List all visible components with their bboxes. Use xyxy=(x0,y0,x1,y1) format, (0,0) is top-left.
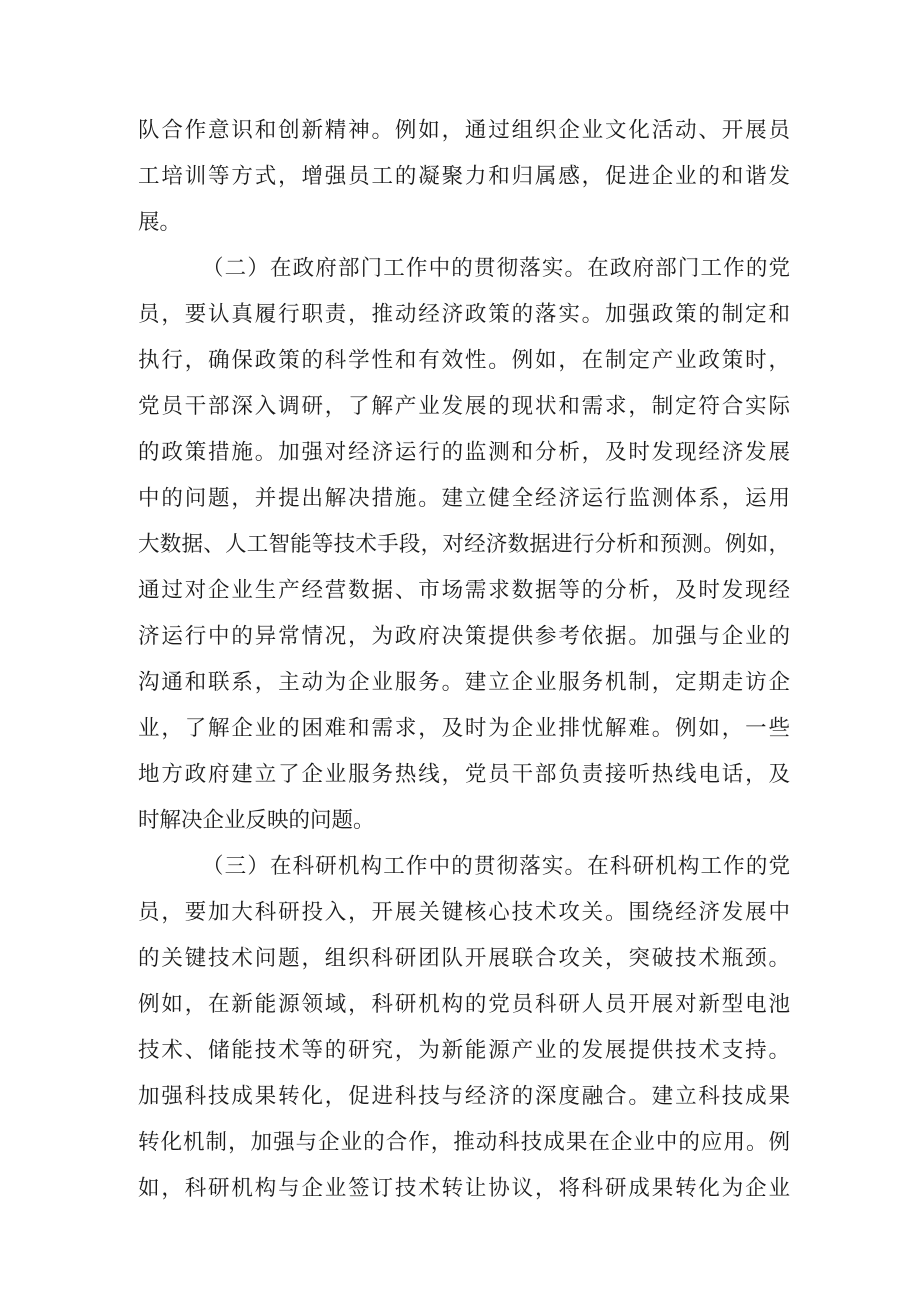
paragraph-1 xyxy=(138,108,790,246)
text-line: 的关键技术问题，组织科研团队开展联合攻关，突破技术瓶颈。 xyxy=(138,946,790,971)
text-line: 中的问题，并提出解决措施。建立健全经济运行监测体系，运用 xyxy=(138,486,790,511)
text-line: 地方政府建立了企业服务热线，党员干部负责接听热线电话，及 xyxy=(138,762,790,787)
text-line: 队合作意识和创新精神。例如，通过组织企业文化活动、开展员 xyxy=(138,118,790,143)
text-line: 加强科技成果转化，促进科技与经济的深度融合。建立科技成果 xyxy=(138,1084,790,1109)
text-line: 大数据、人工智能等技术手段，对经济数据进行分析和预测。例如， xyxy=(138,532,790,557)
document-page xyxy=(138,108,790,1212)
text-line: 技术、储能技术等的研究，为新能源产业的发展提供技术支持。 xyxy=(138,1038,790,1063)
text-line: （三）在科研机构工作中的贯彻落实。在科研机构工作的党 xyxy=(202,854,790,879)
text-line: 业，了解企业的困难和需求，及时为企业排忧解难。例如，一些 xyxy=(138,716,790,741)
text-line: 沟通和联系，主动为企业服务。建立企业服务机制，定期走访企 xyxy=(138,670,790,695)
text-line: 例如，在新能源领域，科研机构的党员科研人员开展对新型电池 xyxy=(138,992,790,1017)
text-line: 济运行中的异常情况，为政府决策提供参考依据。加强与企业的 xyxy=(138,624,790,649)
text-line: 执行，确保政策的科学性和有效性。例如，在制定产业政策时， xyxy=(138,348,790,373)
text-line: 党员干部深入调研，了解产业发展的现状和需求，制定符合实际 xyxy=(138,394,790,419)
text-line: 展。 xyxy=(138,210,182,235)
text-line: 转化机制，加强与企业的合作，推动科技成果在企业中的应用。例 xyxy=(138,1130,790,1155)
text-line: 工培训等方式，增强员工的凝聚力和归属感，促进企业的和谐发 xyxy=(138,164,790,189)
text-line: 通过对企业生产经营数据、市场需求数据等的分析，及时发现经 xyxy=(138,578,790,603)
text-line: （二）在政府部门工作中的贯彻落实。在政府部门工作的党 xyxy=(202,256,790,281)
text-line: 时解决企业反映的问题。 xyxy=(138,808,375,833)
text-line: 的政策措施。加强对经济运行的监测和分析，及时发现经济发展 xyxy=(138,440,790,465)
paragraph-3 xyxy=(138,844,790,1212)
paragraph-2 xyxy=(138,246,790,844)
text-line: 员，要认真履行职责，推动经济政策的落实。加强政策的制定和 xyxy=(138,302,790,327)
text-line: 员，要加大科研投入，开展关键核心技术攻关。围绕经济发展中 xyxy=(138,900,790,925)
text-line: 如，科研机构与企业签订技术转让协议，将科研成果转化为企业 xyxy=(138,1176,790,1201)
